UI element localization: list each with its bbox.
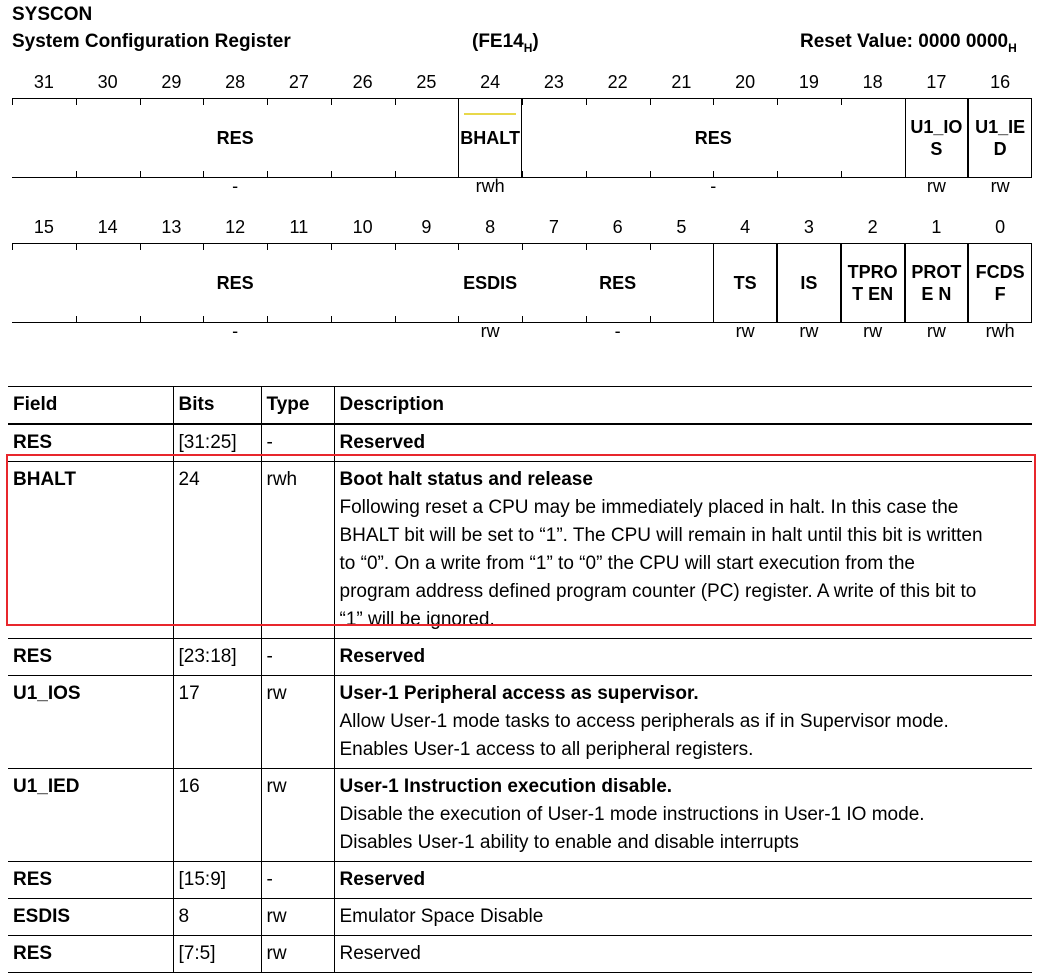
register-field-cell — [522, 244, 713, 322]
description-title: Reserved — [339, 646, 426, 667]
field-name: BHALT — [8, 462, 173, 639]
register-field-cell — [12, 99, 458, 177]
table-header-row — [8, 387, 1032, 425]
bit-number: 18 — [862, 72, 883, 92]
description-line: program address defined program counter (PC) register. A write of this bit to — [339, 581, 977, 602]
bit-number: 13 — [161, 217, 182, 237]
field-bits: 16 — [173, 769, 261, 862]
register-address: $(FE14_H)$ — [472, 31, 539, 55]
field-bits: 8 — [173, 899, 261, 936]
bit-number: 21 — [671, 72, 692, 92]
field-name: U1_IED — [8, 769, 173, 862]
description-line: “1” will be ignored. — [339, 609, 495, 630]
bit-number: 10 — [352, 217, 373, 237]
register-row-upper — [12, 98, 1032, 178]
bit-number: 26 — [352, 72, 373, 92]
register-field-cell — [12, 244, 458, 322]
register-row-lower — [12, 243, 1032, 323]
register-field-cell — [522, 99, 905, 177]
field-type: rw — [261, 769, 334, 862]
register-field-name: FCDSF — [975, 262, 1025, 304]
register-field-cell — [841, 244, 905, 322]
description-title: User-1 Peripheral access as supervisor. — [339, 683, 699, 704]
register-full-name: System Configuration Register — [12, 31, 291, 52]
register-field-name: IS — [800, 273, 818, 293]
bit-number: 1 — [931, 217, 942, 237]
reset-value: Reset Value: 0000 $0000_H$ — [800, 31, 1017, 55]
register-field-name: RES — [216, 128, 254, 148]
bit-number: 12 — [225, 217, 246, 237]
field-bits: [15:9] — [173, 862, 261, 899]
description-text: Reserved — [339, 943, 421, 964]
register-field-cell — [777, 244, 841, 322]
access-type: - — [232, 176, 239, 196]
field-bits: [7:5] — [173, 936, 261, 973]
description-line: Allow User-1 mode tasks to access peripherals as if in Supervisor mode. — [339, 711, 949, 732]
bit-number: 16 — [990, 72, 1011, 92]
table-row — [8, 639, 1032, 676]
field-description — [334, 936, 1032, 973]
bit-number: 17 — [926, 72, 947, 92]
description-text: Emulator Space Disable — [339, 906, 544, 927]
bit-number: 4 — [740, 217, 751, 237]
table-row — [8, 862, 1032, 899]
field-description — [334, 769, 1032, 862]
register-field-cell — [905, 244, 969, 322]
register-field-cell — [713, 244, 777, 322]
access-type: rwh — [475, 176, 505, 196]
register-field-name: BHALT — [460, 128, 520, 148]
description-title: User-1 Instruction execution disable. — [339, 776, 673, 797]
bit-number: 28 — [225, 72, 246, 92]
description-line: Following reset a CPU may be immediately placed in halt. In this case the — [339, 497, 959, 518]
access-type: rw — [735, 321, 755, 341]
table-row — [8, 462, 1032, 639]
field-description — [334, 899, 1032, 936]
register-field-cell — [968, 99, 1032, 177]
field-type: rw — [261, 936, 334, 973]
access-type: - — [614, 321, 621, 341]
register-short-name: SYSCON — [12, 4, 93, 25]
field-name: U1_IOS — [8, 676, 173, 769]
bhalt-marker — [464, 113, 516, 115]
register-field-cell — [458, 244, 522, 322]
access-type: - — [232, 321, 239, 341]
bit-number: 20 — [735, 72, 756, 92]
field-name: RES — [8, 424, 173, 462]
description-title: Reserved — [339, 869, 426, 890]
bit-number: 27 — [288, 72, 309, 92]
description-line: Enables User-1 access to all peripheral registers. — [339, 739, 754, 760]
access-type: rw — [926, 176, 946, 196]
description-title: Reserved — [339, 432, 426, 453]
header-description: Description — [334, 387, 1032, 425]
bit-number: 25 — [416, 72, 437, 92]
header-bits: Bits — [173, 387, 261, 425]
field-type: rwh — [261, 462, 334, 639]
field-name: RES — [8, 862, 173, 899]
description-line: Disable the execution of User-1 mode instructions in User-1 IO mode. — [339, 804, 925, 825]
field-type: - — [261, 862, 334, 899]
register-field-cell — [968, 244, 1032, 322]
bit-number: 22 — [607, 72, 628, 92]
bit-number: 19 — [798, 72, 819, 92]
access-type: rw — [926, 321, 946, 341]
register-field-cell — [458, 99, 522, 177]
description-line: BHALT bit will be set to “1”. The CPU will remain in halt until this bit is written — [339, 525, 983, 546]
register-field-name: U1_IE D — [975, 117, 1026, 159]
access-type: - — [710, 176, 717, 196]
bit-number: 15 — [33, 217, 54, 237]
register-field-name: TS — [733, 273, 757, 293]
table-row — [8, 769, 1032, 862]
field-type: rw — [261, 899, 334, 936]
field-bits: [31:25] — [173, 424, 261, 462]
field-bits: 24 — [173, 462, 261, 639]
bit-number: 14 — [97, 217, 118, 237]
bit-number: 2 — [867, 217, 878, 237]
header-type: Type — [261, 387, 334, 425]
table-row — [8, 424, 1032, 462]
bit-number: 6 — [612, 217, 623, 237]
description-line: to “0”. On a write from “1” to “0” the CPU will start execution from the — [339, 553, 915, 574]
description-title: Boot halt status and release — [339, 469, 593, 490]
access-type: rw — [480, 321, 500, 341]
bit-number: 9 — [421, 217, 432, 237]
bit-number: 7 — [548, 217, 559, 237]
field-bits: [23:18] — [173, 639, 261, 676]
bit-number: 30 — [97, 72, 118, 92]
access-type: rwh — [985, 321, 1015, 341]
field-type: rw — [261, 676, 334, 769]
bit-number: 29 — [161, 72, 182, 92]
field-description — [334, 862, 1032, 899]
bit-number: 3 — [803, 217, 814, 237]
field-description — [334, 639, 1032, 676]
description-line: Disables User-1 ability to enable and disable interrupts — [339, 832, 799, 853]
register-field-name: RES — [599, 273, 637, 293]
field-name: ESDIS — [8, 899, 173, 936]
register-field-name: ESDIS — [463, 273, 518, 293]
field-bits: 17 — [173, 676, 261, 769]
field-description — [334, 462, 1032, 639]
register-field-name: TPROT EN — [847, 262, 898, 304]
field-name: RES — [8, 639, 173, 676]
bit-number: 11 — [289, 217, 309, 237]
bit-number: 23 — [543, 72, 564, 92]
register-field-name: RES — [216, 273, 254, 293]
access-type: rw — [863, 321, 883, 341]
table-row — [8, 936, 1032, 973]
field-name: RES — [8, 936, 173, 973]
field-description — [334, 424, 1032, 462]
bit-number: 31 — [33, 72, 54, 92]
bit-number: 24 — [480, 72, 501, 92]
field-description — [334, 676, 1032, 769]
field-description-table — [8, 386, 1032, 973]
access-type: rw — [990, 176, 1010, 196]
bit-number: 5 — [676, 217, 687, 237]
register-field-name: RES — [694, 128, 732, 148]
table-row — [8, 899, 1032, 936]
header-field: Field — [8, 387, 173, 425]
register-field-cell — [905, 99, 969, 177]
bit-number: 0 — [995, 217, 1006, 237]
register-field-name: PROTE N — [911, 262, 962, 304]
access-type: rw — [799, 321, 819, 341]
field-type: - — [261, 424, 334, 462]
register-field-name: U1_IO S — [910, 117, 963, 159]
field-type: - — [261, 639, 334, 676]
table-row — [8, 676, 1032, 769]
bit-number: 8 — [485, 217, 496, 237]
